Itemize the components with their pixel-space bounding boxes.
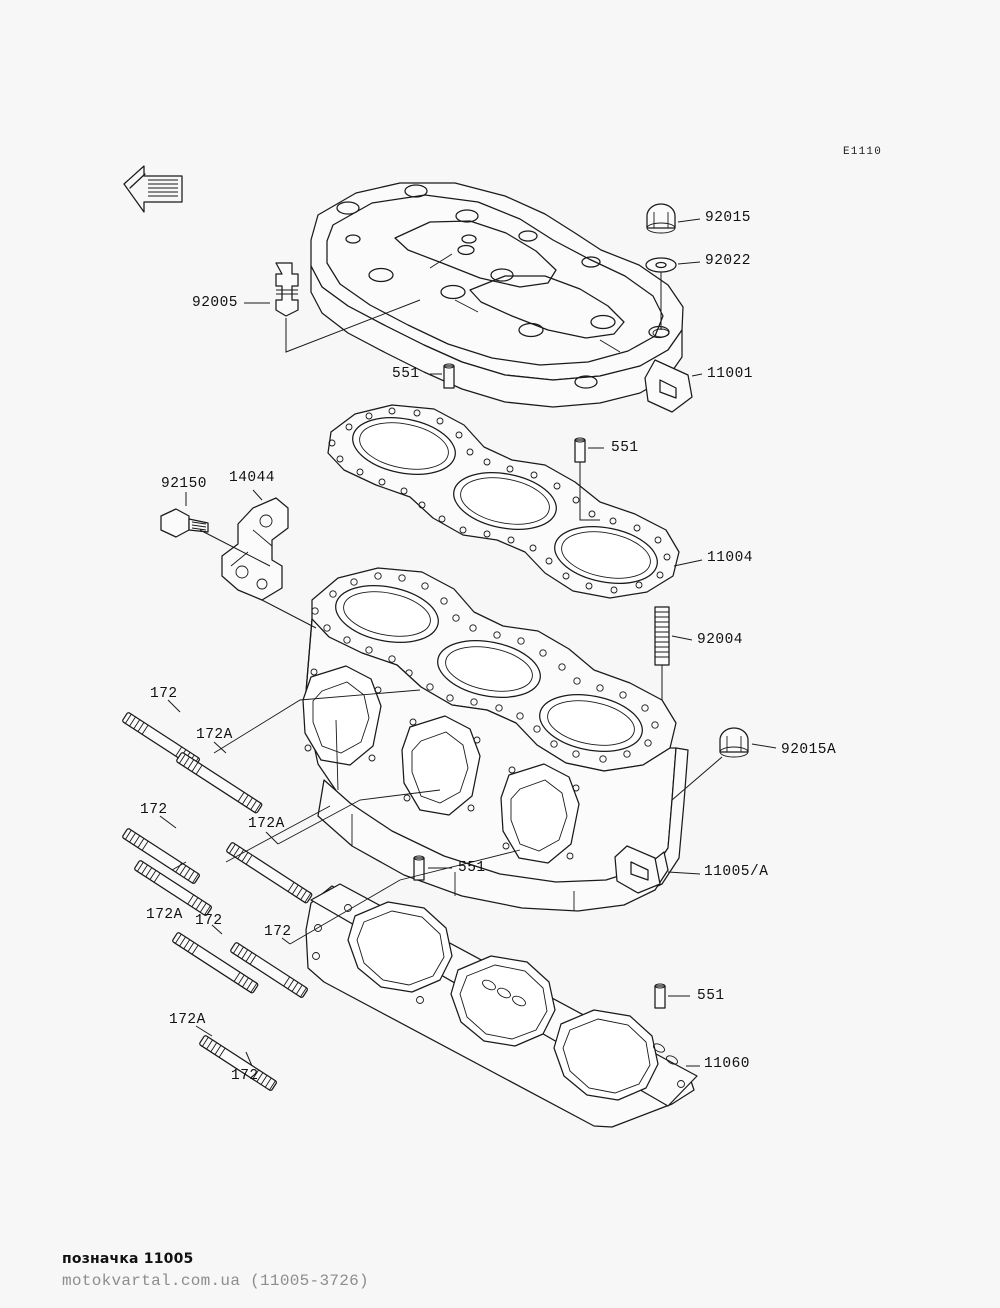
callout-551-a: 551 (392, 366, 420, 382)
callout-11001: 11001 (707, 366, 754, 382)
part-551-dowel-a (444, 364, 454, 388)
callout-11005A: 11005/A (704, 864, 769, 880)
base-gasket-11060 (306, 884, 697, 1127)
callout-551-d: 551 (697, 988, 725, 1004)
callout-92022: 92022 (705, 253, 752, 269)
part-92150-bolt (161, 509, 208, 537)
callout-172A-a: 172A (196, 727, 233, 743)
part-92015A-cap-nut (720, 728, 748, 757)
part-92005-fitting (276, 263, 298, 316)
callout-172A-b: 172A (248, 816, 285, 832)
front-direction-arrow (124, 166, 182, 212)
callout-172-e: 172 (231, 1068, 259, 1084)
callout-92015: 92015 (705, 210, 752, 226)
part-551-dowel-d (655, 984, 665, 1008)
callout-172A-d: 172A (169, 1012, 206, 1028)
part-92015-cap-nut (647, 204, 675, 233)
callout-92004: 92004 (697, 632, 744, 648)
stud-set-172 (122, 712, 313, 1091)
cylinder-block-11005 (303, 568, 688, 911)
callout-551-c: 551 (458, 860, 486, 876)
callout-92005: 92005 (192, 295, 239, 311)
callout-172-c: 172 (195, 913, 223, 929)
callout-551-b: 551 (611, 440, 639, 456)
callout-14044: 14044 (229, 470, 276, 486)
footer-title: позначка 11005 (62, 1251, 194, 1267)
part-92004-stud (655, 607, 669, 665)
callout-92150: 92150 (161, 476, 208, 492)
callout-11004: 11004 (707, 550, 754, 566)
callout-172-a: 172 (150, 686, 178, 702)
drawing-code: E1110 (842, 146, 882, 158)
callout-92015A: 92015A (781, 742, 837, 758)
part-92022-washer (646, 258, 676, 272)
cylinder-head-11001 (311, 183, 692, 412)
footer (62, 1251, 369, 1290)
part-551-dowel-b (575, 438, 585, 462)
callout-172-d: 172 (264, 924, 292, 940)
part-14044-bracket (222, 498, 288, 600)
footer-source: motokvartal.com.ua (11005-3726) (62, 1272, 369, 1290)
callout-172A-c: 172A (146, 907, 183, 923)
callout-11060: 11060 (704, 1056, 751, 1072)
callout-172-b: 172 (140, 802, 168, 818)
